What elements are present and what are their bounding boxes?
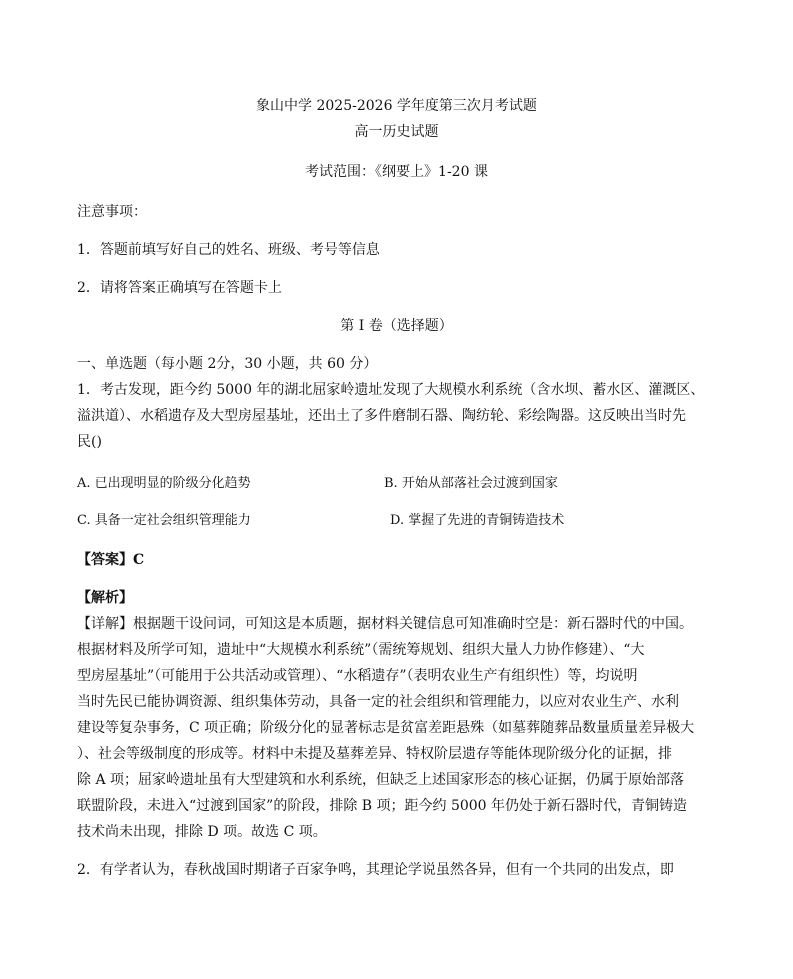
question-1-line: 溢洪道）、水稻遗存及大型房屋基址，还出土了多件磨制石器、陶纺轮、彩绘陶器。这反映出当时先 <box>77 408 686 424</box>
question-1-line: 民() <box>77 434 102 450</box>
exam-scope: 考试范围：《纲要上》1-20 课 <box>305 164 488 180</box>
analysis-line: 当时先民已能协调资源、组织集体劳动，具备一定的社会组织和管理能力，以应对农业生产、水利 <box>77 694 679 710</box>
question-1-line: 1．考古发现，距今约 5000 年的湖北屈家岭遗址发现了大规模水利系统（含水坝、蓄水区、灌溉区、 <box>77 382 705 398</box>
option-b: B. 开始从部落社会过渡到国家 <box>384 476 558 491</box>
notice-item: 1．答题前填写好自己的姓名、班级、考号等信息 <box>77 242 380 258</box>
analysis-line: 建设等复杂事务，C 项正确；阶级分化的显著标志是贫富差距悬殊（如墓葬随葬品数量质量差异极大 <box>77 720 695 736</box>
analysis-line: 技术尚未出现，排除 D 项。故选 C 项。 <box>77 824 327 840</box>
option-a: A. 已出现明显的阶级分化趋势 <box>77 476 251 491</box>
section-title: 第 I 卷（选择题） <box>340 318 453 334</box>
analysis-line: 型房屋基址”（可能用于公共活动或管理）、“水稻遗存”（表明农业生产有组织性）等，均说明 <box>77 668 638 684</box>
analysis-line: 根据材料及所学可知，遗址中“大规模水利系统”（需统筹规划、组织大量人力协作修建）、“大 <box>77 642 645 658</box>
option-d: D. 掌握了先进的青铜铸造技术 <box>390 513 565 528</box>
analysis-line: 除 A 项；屈家岭遗址虽有大型建筑和水利系统，但缺乏上述国家形态的核心证据，仍属于原始部落 <box>77 772 685 788</box>
analysis-line: 联盟阶段，未进入“过渡到国家”的阶段，排除 B 项；距今约 5000 年仍处于新石器时代，青铜铸造 <box>77 798 688 814</box>
question-2-line: 2．有学者认为，春秋战国时期诸子百家争鸣，其理论学说虽然各异，但有一个共同的出发点，即 <box>77 862 674 878</box>
answer-label: 【答案】C <box>77 552 145 568</box>
analysis-line: 【详解】根据题干设问词，可知这是本质题，据材料关键信息可知准确时空是：新石器时代的中国。 <box>77 616 693 632</box>
exam-title: 象山中学 2025-2026 学年度第三次月考试题 <box>256 98 537 114</box>
part-heading: 一、单选题（每小题 2分，30 小题，共 60 分） <box>77 356 378 372</box>
notice-item: 2．请将答案正确填写在答题卡上 <box>77 280 282 296</box>
exam-subtitle: 高一历史试题 <box>354 124 439 140</box>
analysis-line: ）、社会等级制度的形成等。材料中未提及墓葬差异、特权阶层遗存等能体现阶级分化的证据，排 <box>77 746 672 762</box>
analysis-heading: 【解析】 <box>77 590 133 606</box>
option-c: C. 具备一定社会组织管理能力 <box>77 513 251 528</box>
notice-heading: 注意事项： <box>77 204 147 220</box>
